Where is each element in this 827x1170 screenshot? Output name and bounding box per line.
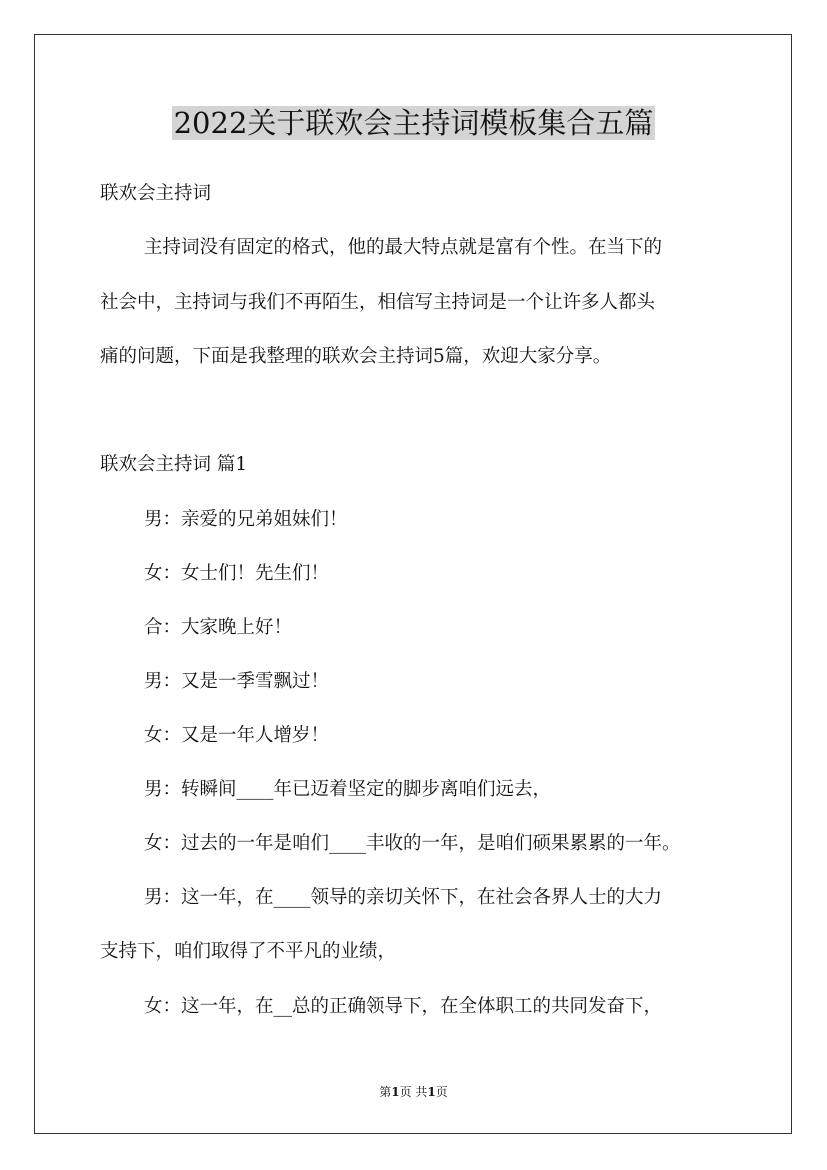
dialogue-line: 女：这一年，在__总的正确领导下，在全体职工的共同发奋下， <box>144 996 663 1017</box>
dialogue-line: 女：女士们！先生们！ <box>144 563 330 584</box>
dialogue-line: 女：过去的一年是咱们____丰收的一年，是咱们硕果累累的一年。 <box>144 833 681 854</box>
page-footer <box>0 1084 827 1100</box>
dialogue-line: 合：大家晚上好！ <box>144 617 293 638</box>
footer-total-suffix: 页 <box>435 1085 448 1099</box>
section-heading: 联欢会主持词 <box>100 183 212 204</box>
section-heading-part-1: 联欢会主持词 篇1 <box>100 454 248 475</box>
dialogue-line: 男：转瞬间____年已迈着坚定的脚步离咱们远去， <box>144 779 552 800</box>
document-title <box>0 103 827 143</box>
intro-paragraph-line-2: 社会中，主持词与我们不再陌生，相信写主持词是一个让许多人都头 <box>100 292 656 313</box>
dialogue-line: 男：这一年，在____领导的亲切关怀下，在社会各界人士的大力 <box>144 887 663 908</box>
intro-paragraph-line-3: 痛的问题，下面是我整理的联欢会主持词5篇，欢迎大家分享。 <box>100 346 612 367</box>
footer-total-pages: 1 <box>427 1085 436 1099</box>
document-title-text: 2022关于联欢会主持词模板集合五篇 <box>173 106 654 140</box>
intro-paragraph-line-1: 主持词没有固定的格式，他的最大特点就是富有个性。在当下的 <box>144 237 663 258</box>
dialogue-line: 男：亲爱的兄弟姐妹们！ <box>144 509 348 530</box>
dialogue-line: 男：又是一季雪飘过！ <box>144 671 330 692</box>
dialogue-line-continuation: 支持下，咱们取得了不平凡的业绩， <box>100 941 397 962</box>
footer-page-suffix: 页 共 <box>399 1085 428 1099</box>
dialogue-line: 女：又是一年人增岁！ <box>144 725 330 746</box>
footer-page-prefix: 第 <box>379 1085 392 1099</box>
footer-page-number: 1 <box>391 1085 400 1099</box>
